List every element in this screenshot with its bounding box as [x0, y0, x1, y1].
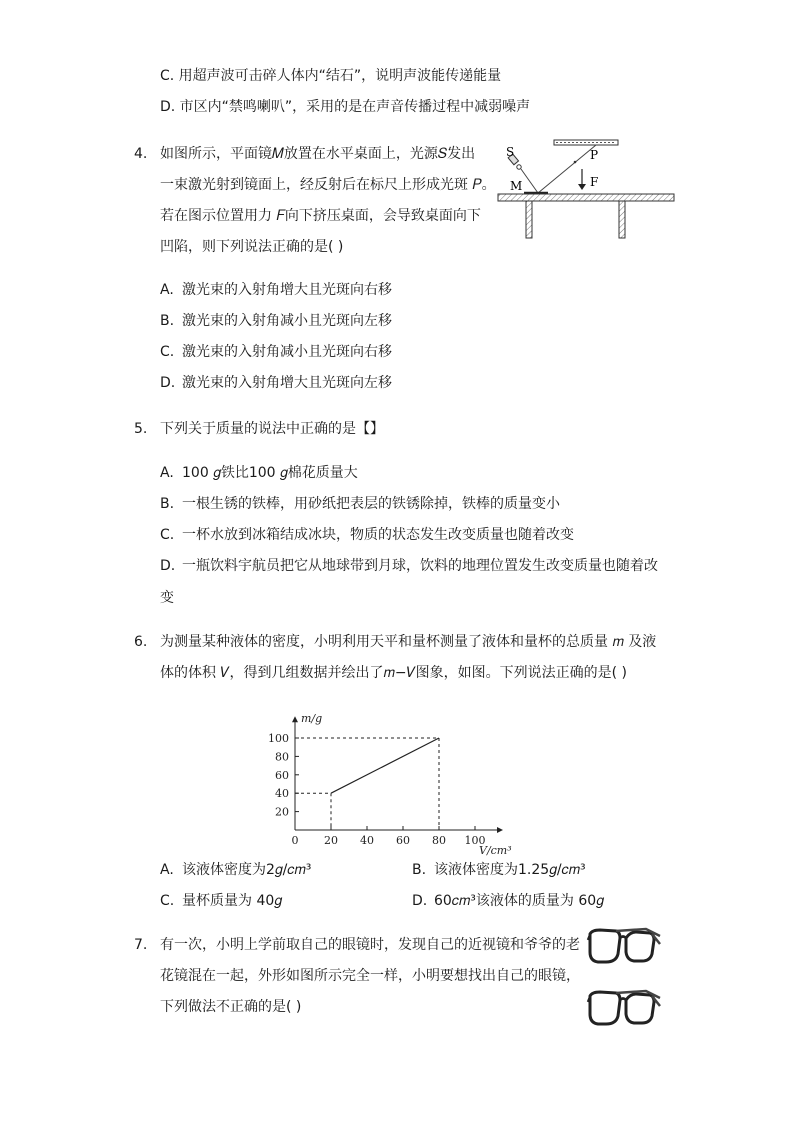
q4-option-c: C. 激光束的入射角减小且光斑向右移 [160, 344, 392, 360]
desk-top [498, 194, 674, 201]
q4-figure-mirror-desk [496, 136, 676, 242]
label-s: S [506, 145, 515, 159]
q6-option-b: B. 该液体密度为1.25𝑔/𝑐𝑚³ [412, 862, 586, 878]
y-tick-label: 80 [275, 750, 289, 764]
q7-number: 7. [134, 937, 148, 953]
q4-option-b: B. 激光束的入射角减小且光斑向左移 [160, 313, 392, 329]
x-tick-label: 20 [324, 834, 338, 847]
q7-stem-line-3: 下列做法不正确的是( ) [160, 999, 302, 1015]
glasses-icon [586, 926, 662, 968]
q5-option-c: C. 一杯水放到冰箱结成冰块，物质的状态发生改变质量也随着改变 [160, 527, 574, 543]
label-f: F [590, 175, 599, 189]
m-v-chart [262, 700, 512, 858]
q5-number: 5. [134, 421, 148, 437]
series-line [331, 738, 439, 793]
q7-stem-line-2: 花镜混在一起，外形如图所示完全一样，小明要想找出自己的眼镜， [160, 968, 580, 984]
desk-leg-left [526, 201, 532, 238]
x-tick-label: 60 [396, 834, 410, 847]
desk-leg-right [619, 201, 625, 238]
q6-option-c: C. 量杯质量为 40𝑔 [160, 893, 282, 909]
q4-option-a: A. 激光束的入射角增大且光斑向右移 [160, 282, 392, 298]
glasses-icon-2 [586, 986, 662, 1030]
q4-number: 4. [134, 146, 148, 162]
y-axis-label: m/g [301, 712, 323, 726]
q5-stem: 下列关于质量的说法中正确的是【】 [160, 421, 384, 437]
y-tick-label: 100 [268, 732, 289, 745]
x-tick-label: 100 [464, 834, 486, 847]
x-tick-label: 80 [432, 834, 446, 847]
q5-option-d-continued: 变 [160, 590, 174, 606]
q4-stem-line-2: 一束激光射到镜面上，经反射后在标尺上形成光斑 𝑃。 [160, 177, 496, 193]
q3-option-d: D. 市区内“禁鸣喇叭”，采用的是在声音传播过程中减弱噪声 [160, 99, 531, 115]
q4-option-d: D. 激光束的入射角增大且光斑向左移 [160, 375, 392, 391]
label-p: P [590, 148, 599, 162]
q6-option-d: D. 60𝑐𝑚³该液体的质量为 60𝑔 [412, 893, 604, 909]
q6-stem-line-1: 为测量某种液体的密度，小明利用天平和量杯测量了液体和量杯的总质量 𝑚 及液 [160, 634, 657, 650]
q5-option-d: D. 一瓶饮料宇航员把它从地球带到月球，饮料的地理位置发生改变质量也随着改 [160, 558, 658, 574]
q6-stem-line-2: 体的体积 𝑉，得到几组数据并绘出了𝑚−𝑉图象，如图。下列说法正确的是( ) [160, 665, 627, 681]
x-axis-label: V/cm³ [479, 844, 512, 857]
q4-stem-line-4: 凹陷，则下列说法正确的是( ) [160, 239, 344, 255]
q3-option-c: C. 用超声波可击碎人体内“结石”，说明声波能传递能量 [160, 68, 502, 84]
y-tick-label: 20 [275, 805, 289, 819]
x-tick-label: 40 [360, 834, 374, 847]
x-axis-arrow [497, 827, 503, 833]
y-tick-label: 40 [275, 787, 289, 801]
q5-option-b: B. 一根生锈的铁棒，用砂纸把表层的铁锈除掉，铁棒的质量变小 [160, 496, 560, 512]
x-tick-label: 0 [291, 834, 299, 847]
q6-option-a: A. 该液体密度为2𝑔/𝑐𝑚³ [160, 862, 312, 878]
q5-option-a: A. 100 𝑔铁比100 𝑔棉花质量大 [160, 465, 358, 481]
q4-stem-line-1: 如图所示，平面镜𝑀放置在水平桌面上，光源𝑆发出 [160, 146, 476, 162]
y-tick-label: 60 [275, 768, 289, 782]
q6-number: 6. [134, 634, 148, 650]
label-m: M [510, 179, 523, 193]
q4-stem-line-3: 若在图示位置用力 𝐹向下挤压桌面，会导致桌面向下 [160, 208, 481, 224]
y-axis-arrow [292, 716, 298, 722]
q7-stem-line-1: 有一次，小明上学前取自己的眼镜时，发现自己的近视镜和爷爷的老 [160, 937, 580, 953]
